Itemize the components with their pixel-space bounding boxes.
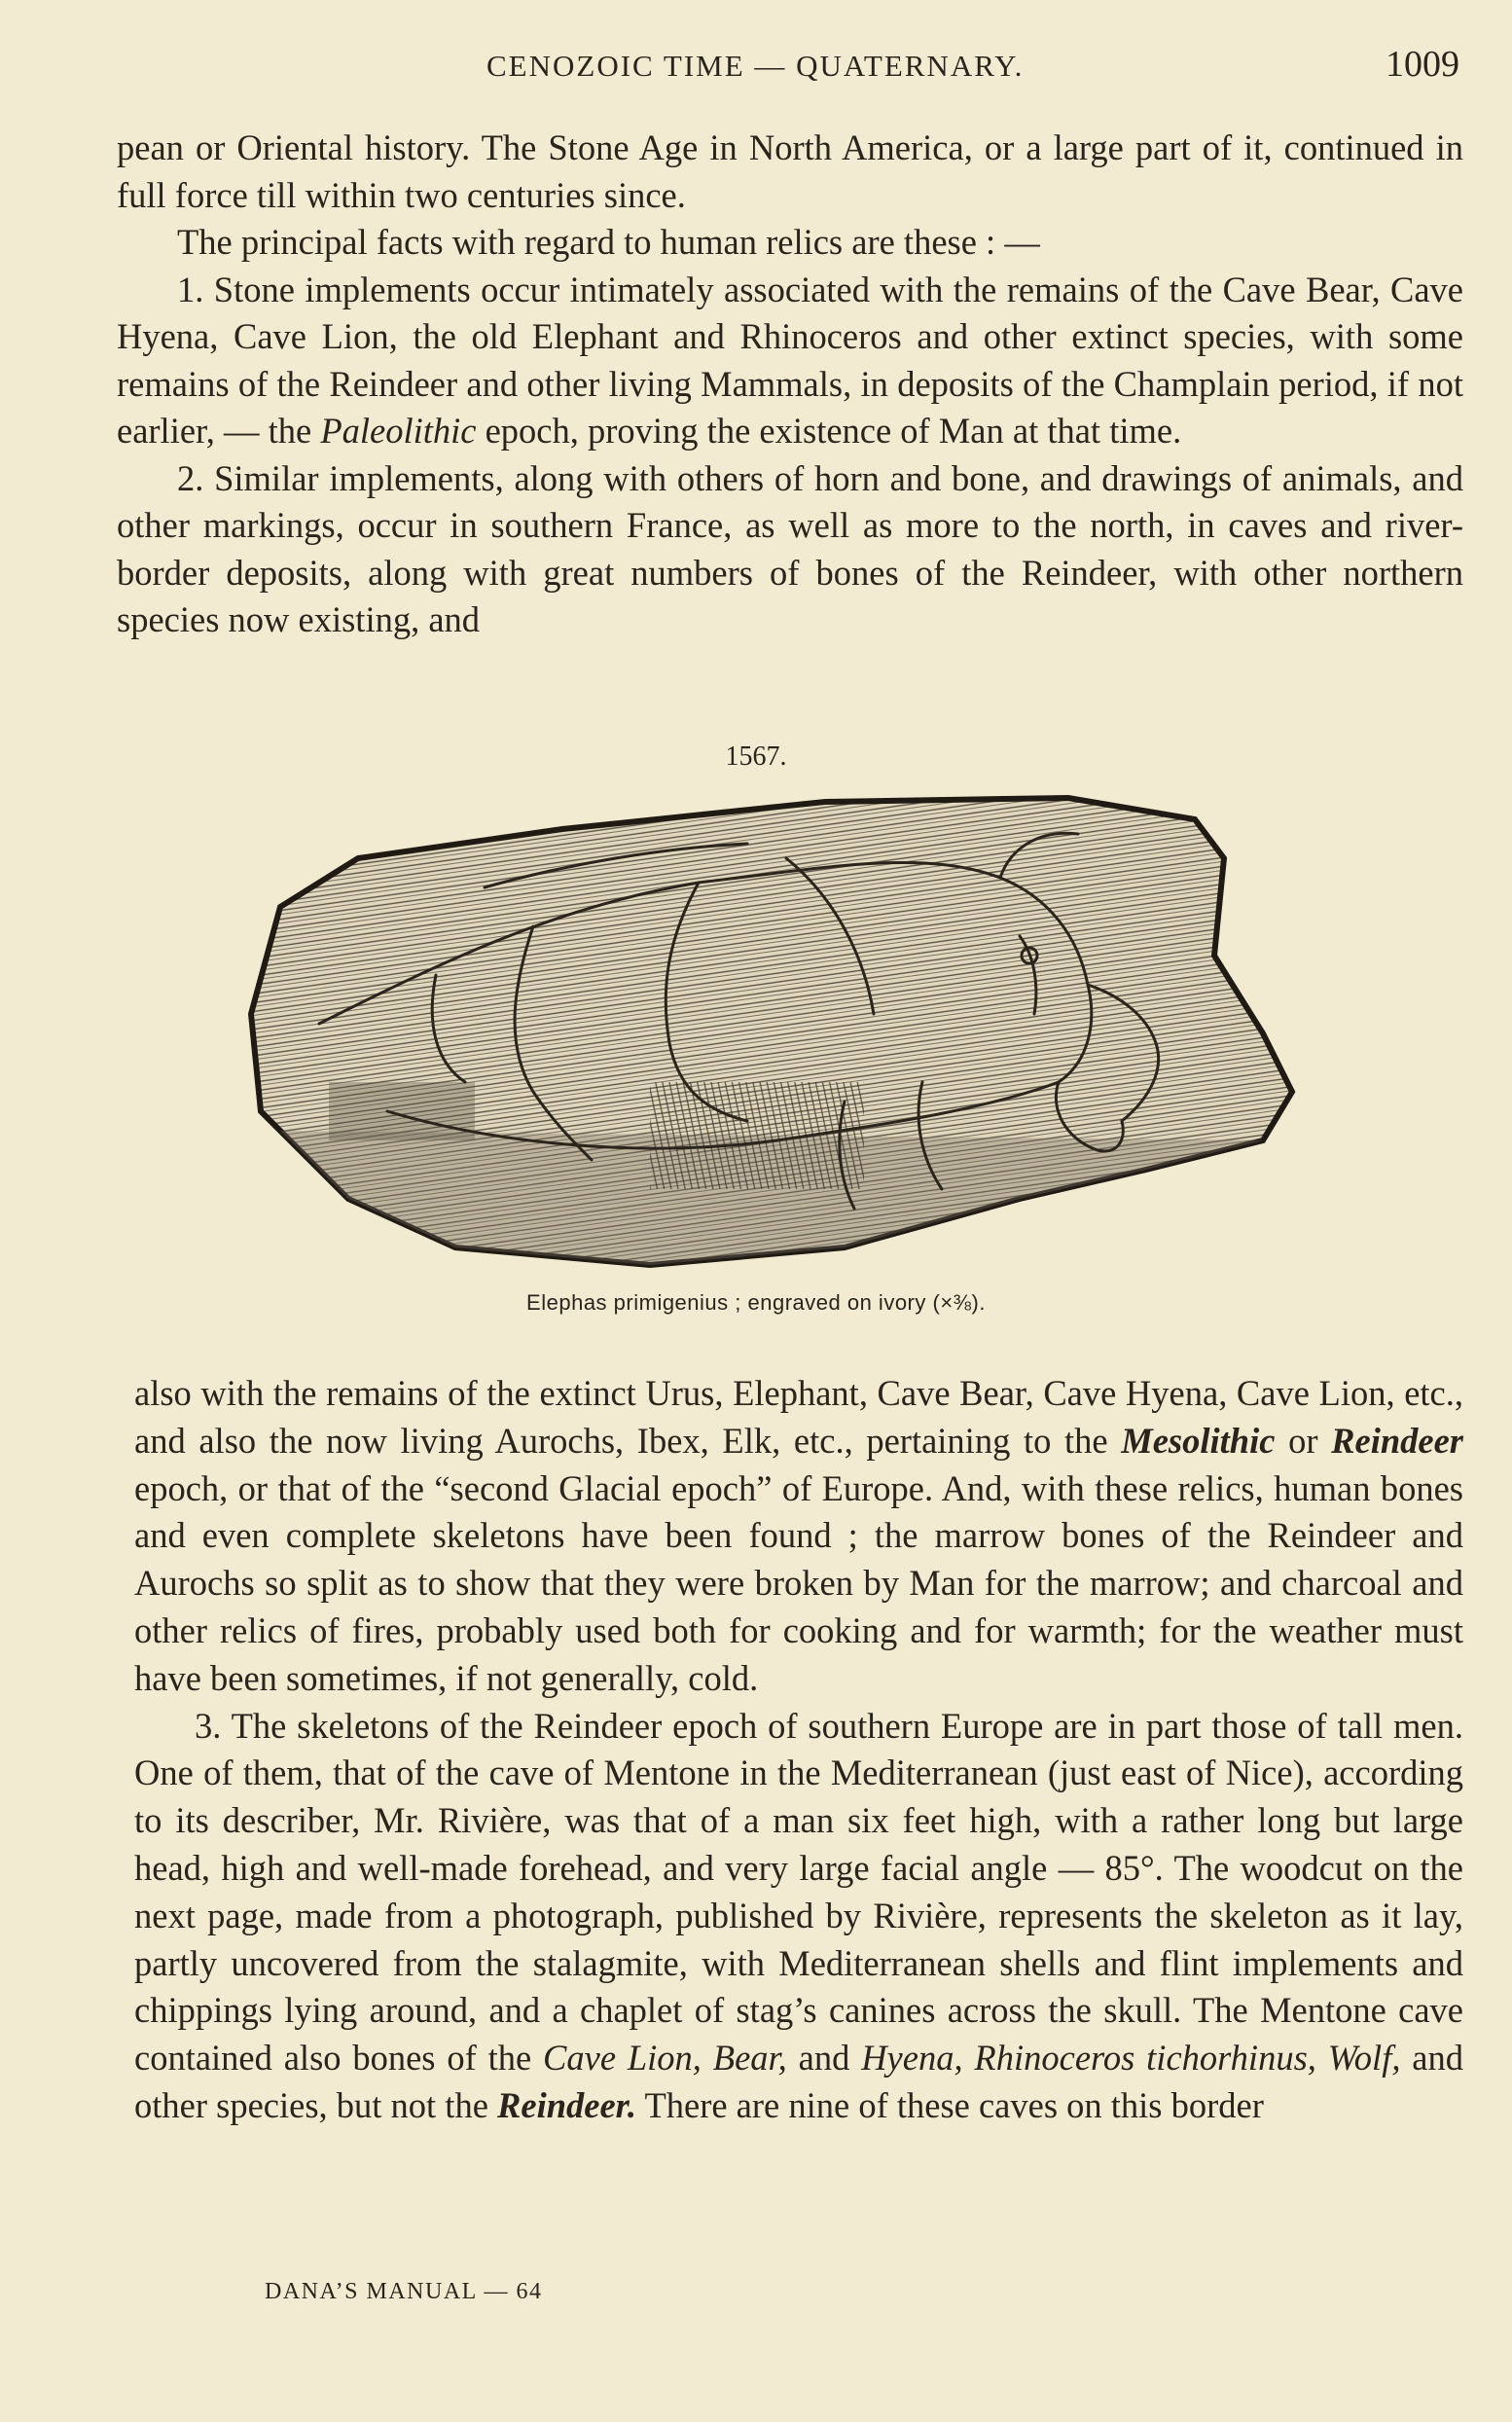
figure-caption: Elephas primigenius ; engraved on ivory (×⅜). (526, 1290, 986, 1315)
paragraph-fact-3 (134, 1703, 1463, 2130)
mesolithic-text-end: epoch, or that of the “second Glacial epoch” of Europe. And, with these relics, human bones and even complete skeletons have been found ; the marrow bones of the Reindeer and Aurochs so split as to show that they were broken by Man for the marrow; and charcoal and other relics of fires, probably used both for cooking and for warmth; for the weather must have been sometimes, if not generally, cold. (134, 1467, 1463, 1698)
signature-mark: DANA’S MANUAL — 64 (265, 2279, 543, 2304)
mesolithic-or: or (1275, 1420, 1332, 1461)
paragraph-fact-1 (117, 267, 1463, 455)
page-header (117, 43, 1459, 91)
fact-3-and: and (786, 2038, 862, 2079)
term-reindeer-2: Reindeer. (497, 2084, 636, 2125)
term-paleolithic: Paleolithic (320, 411, 477, 451)
term-hyena-rhinoceros-wolf: Hyena, Rhinoceros tichorhinus, Wolf, (861, 2038, 1401, 2079)
term-mesolithic: Mesolithic (1121, 1420, 1276, 1461)
figure-mammoth-engraving (241, 790, 1341, 1275)
ivory-engraving-illustration (241, 790, 1341, 1275)
paragraph-mesolithic (134, 1370, 1463, 1703)
text-block-top (117, 125, 1463, 644)
paragraph-principal-facts: The principal facts with regard to human relics are these : — (177, 222, 1040, 262)
fact-1-text-end: epoch, proving the existence of Man at that time. (476, 411, 1182, 451)
mesolithic-text: also with the remains of the extinct Urus, Elephant, Cave Bear, Cave Hyena, Cave Lion, etc., and also the now living Aurochs, Ibex, Elk, etc., pertaining to the (134, 1373, 1463, 1461)
fact-1-text: 1. Stone implements occur intimately associated with the remains of the Cave Bear, Cave Hyena, Cave Lion, the old Elephant and Rhinoceros and other extinct species, with some remains of the Reindeer and other living Mammals, in deposits of the Champlain period, if not earlier, — the (117, 269, 1463, 451)
ivory-plate (241, 798, 1292, 1275)
term-cave-lion-bear: Cave Lion, Bear, (543, 2038, 787, 2079)
page-number: 1009 (1386, 44, 1459, 85)
term-reindeer: Reindeer (1331, 1420, 1464, 1461)
fact-3-text-end: There are nine of these caves on this border (635, 2084, 1264, 2125)
figure-number: 1567. (725, 741, 787, 772)
fact-3-text: 3. The skeletons of the Reindeer epoch of southern Europe are in part those of tall men. One of them, that of the cave of Mentone in the Mediterranean (just east of Nice), according to its describer, Mr. Rivière, was that of a man six feet high, with a rather long but large head, high and well-made forehead, and very large facial angle — 85°. The woodcut on the next page, made from a photograph, published by Rivière, represents the skeleton as it lay, partly uncovered from the stalagmite, with Mediterranean shells and flint implements and chippings lying around, and a chaplet of stag’s canines across the skull. The Mentone cave contained also bones of the (134, 1705, 1463, 2079)
paragraph-fact-2: 2. Similar implements, along with others of horn and bone, and drawings of animals, and other markings, occur in southern France, as well as more to the north, in caves and river-border deposits, along with great numbers of bones of the Reindeer, with other northern species now existing, and (117, 457, 1463, 639)
running-title: CENOZOIC TIME — QUATERNARY. (486, 49, 1025, 83)
fact-3-other-species: and other species, but not the (134, 2038, 1464, 2125)
paragraph-continued: pean or Oriental history. The Stone Age in North America, or a large part of it, continued in full force till within two centuries since. (117, 127, 1463, 215)
text-block-bottom (134, 1370, 1463, 2130)
